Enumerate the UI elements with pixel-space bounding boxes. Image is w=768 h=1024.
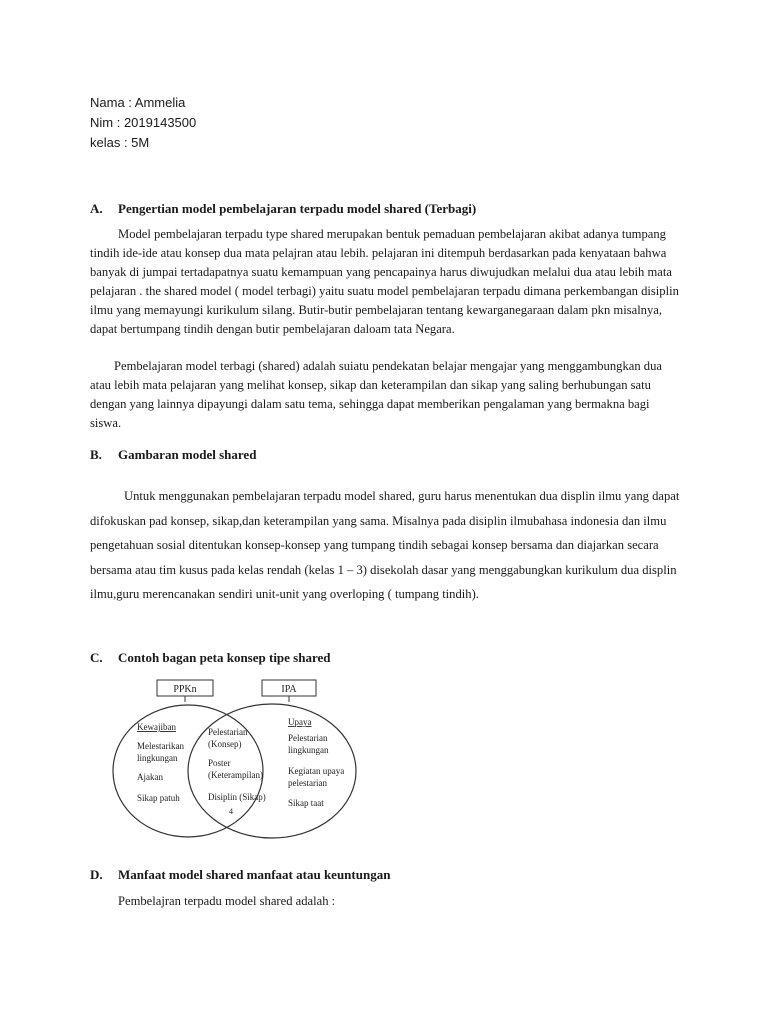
section-b-number: B. bbox=[90, 447, 102, 462]
section-a-paragraph-1: Model pembelajaran terpadu type shared merupakan bentuk pemaduan pembelajaran akibat adanya tumpang tindih ide-ide atau konsep dua mata pelajran atau lebih. pelajaran ini ditempuh berdasarkan pada kenyataan bahwa banyak di jumpai tertadapatnya suatu kemampuan yang pencapainya harus diwujudkan melalui dua atau lebih mata pelajaran . the shared model ( model terbagi) yaitu suatu model pembelajaran terpadu dimana perkembangan disiplin ilmu yang memayungi kurikulum silang. Butir-butir pembelajaran tentang kewarganegaraan dalam pkn misalnya, dapat bertumpang tindih dengan butir pembelajaran daloam tata Negara. bbox=[90, 227, 679, 336]
right-item-2-line-2: pelestarian bbox=[288, 778, 327, 788]
venn-diagram bbox=[88, 676, 378, 846]
left-item-1-line-2: lingkungan bbox=[137, 753, 178, 763]
section-c-title: Contoh bagan peta konsep tipe shared bbox=[118, 650, 331, 665]
left-item-2: Ajakan bbox=[137, 772, 163, 782]
mid-item-2-line-2: (Keterampilan) bbox=[208, 770, 263, 780]
section-b-paragraph: Untuk menggunakan pembelajaran terpadu model shared, guru harus menentukan dua displin ilmu yang dapat difokuskan pad konsep, sikap,dan keterampilan yang sama. Misalnya pada disiplin ilmubahasa indonesia dan ilmu pengetahuan sosial ditentukan konsep-konsep yang tumpang tindih sebagai konsep bersama dan diajarkan secara bersama atau tim kusus pada kelas rendah (kelas 1 – 3) disekolah dasar yang menggabungkan kurikulum dua displin ilmu,guru merencanakan sendiri unit-unit yang overloping ( tumpang tindih). bbox=[90, 489, 680, 601]
right-item-1-line-1: Pelestarian bbox=[288, 733, 328, 743]
left-item-3: Sikap patuh bbox=[137, 793, 180, 803]
right-item-3: Sikap taat bbox=[288, 798, 324, 808]
student-name: Nama : Ammelia bbox=[90, 95, 186, 110]
section-a-heading bbox=[90, 200, 476, 218]
kewajiban-heading: Kewajiban bbox=[137, 722, 176, 732]
left-item-1-line-1: Melestarikan bbox=[137, 741, 184, 751]
section-b-title: Gambaran model shared bbox=[118, 447, 257, 462]
student-nim: Nim : 2019143500 bbox=[90, 115, 197, 130]
right-item-1-line-2: lingkungan bbox=[288, 745, 329, 755]
section-d-title: Manfaat model shared manfaat atau keuntungan bbox=[118, 867, 391, 882]
ipa-box-label: IPA bbox=[281, 684, 297, 695]
section-c-number: C. bbox=[90, 650, 103, 665]
section-d-number: D. bbox=[90, 867, 103, 882]
section-d-paragraph: Pembelajran terpadu model shared adalah : bbox=[118, 894, 336, 908]
mid-item-3: Disiplin (Sikap) bbox=[208, 792, 266, 802]
section-d-heading bbox=[90, 866, 390, 884]
mid-item-1-line-2: (Konsep) bbox=[208, 739, 242, 749]
mid-item-1-line-1: Pelestarian bbox=[208, 727, 248, 737]
section-c-heading bbox=[90, 649, 331, 667]
section-a-paragraph-2: Pembelajaran model terbagi (shared) adalah suiatu pendekatan belajar mengajar yang menggambungkan dua atau lebih mata pelajaran yang melihat konsep, sikap dan keterampilan dan sikap yang saling berhubungan satu dengan yang lainnya dipayungi dalam satu tema, sehingga dapat memberikan pengalaman yang bermakna bagi siswa. bbox=[90, 359, 662, 430]
upaya-heading: Upaya bbox=[288, 717, 312, 727]
right-item-2-line-1: Kegiatan upaya bbox=[288, 766, 345, 776]
section-a-number: A. bbox=[90, 201, 103, 216]
ppkn-box-label: PPKn bbox=[173, 684, 197, 695]
mid-item-2-line-1: Poster bbox=[208, 758, 231, 768]
mid-number: 4 bbox=[229, 807, 233, 816]
section-a-title: Pengertian model pembelajaran terpadu model shared (Terbagi) bbox=[118, 201, 477, 216]
section-b-heading bbox=[90, 446, 256, 464]
student-class: kelas : 5M bbox=[90, 135, 150, 150]
